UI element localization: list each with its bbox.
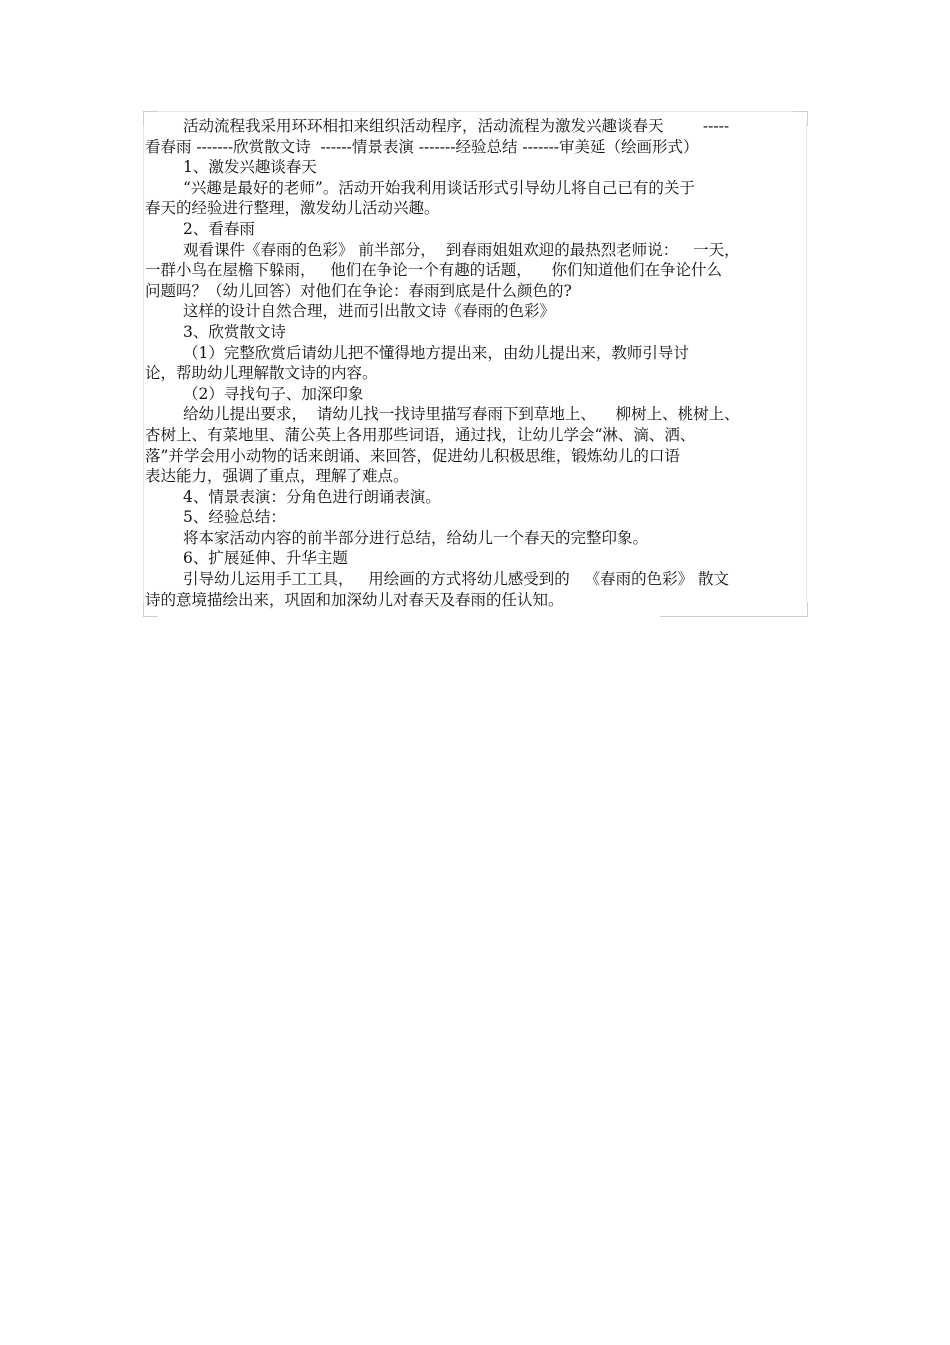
text-line: “兴趣是最好的老师”。活动开始我利用谈话形式引导幼儿将自己已有的关于 [183,178,695,197]
frame-left-line [143,125,144,602]
text-line: 春天的经验进行整理，激发幼儿活动兴趣。 [145,199,440,218]
text-line: 活动流程我采用环环相扣来组织活动程序，活动流程为激发兴趣谈春天 ----- [183,117,730,135]
text-line: 1、激发兴趣谈春天 [183,158,317,177]
frame-top-line [157,111,793,112]
text-line: 引导幼儿运用手工工具， 用绘画的方式将幼儿感受到的 《春雨的色彩》 散文 [183,570,729,589]
text-line: 表达能力，强调了重点，理解了难点。 [145,467,409,486]
text-line: 杏树上、有菜地里、蒲公英上各用那些词语，通过找，让幼儿学会“淋、滴、洒、 [145,425,696,444]
text-line: 5、经验总结： [183,508,286,527]
text-line: 6、扩展延伸、升华主题 [183,549,348,568]
text-line: 观看课件《春雨的色彩》 前半部分， 到春雨姐姐欢迎的最热烈老师说： 一天， [183,240,740,259]
text-line: 4、情景表演：分角色进行朗诵表演。 [183,487,441,506]
text-line: 2、看春雨 [183,219,255,238]
text-line: 诗的意境描绘出来，巩固和加深幼儿对春天及春雨的任认知。 [145,590,564,609]
text-line: 将本家活动内容的前半部分进行总结，给幼儿一个春天的完整印象。 [183,528,649,547]
text-line: 问题吗？（幼儿回答）对他们在争论：春雨到底是什么颜色的? [145,281,572,300]
text-line: 给幼儿提出要求， 请幼儿找一找诗里描写春雨下到草地上、 柳树上、桃树上、 [183,405,740,424]
text-line: 3、欣赏散文诗 [183,322,286,341]
text-line: 论，帮助幼儿理解散文诗的内容。 [145,364,378,383]
text-line: （1）完整欣赏后请幼儿把不懂得地方提出来，由幼儿提出来，教师引导讨 [183,343,689,362]
text-line: 一群小鸟在屋檐下躲雨， 他们在争论一个有趣的话题， 你们知道他们在争论什么 [145,261,722,280]
text-line: 这样的设计自然合理，进而引出散文诗《春雨的色彩》 [183,302,556,321]
text-line: （2）寻找句子、加深印象 [183,384,364,403]
text-line: 看春雨 -------欣赏散文诗 ------情景表演 -------经验总结 -------审美延（绘画形式） [145,137,699,156]
text-line: 落”并学会用小动物的话来朗诵、来回答，促进幼儿积极思维，锻炼幼儿的口语 [145,446,680,465]
document-body [145,116,807,610]
